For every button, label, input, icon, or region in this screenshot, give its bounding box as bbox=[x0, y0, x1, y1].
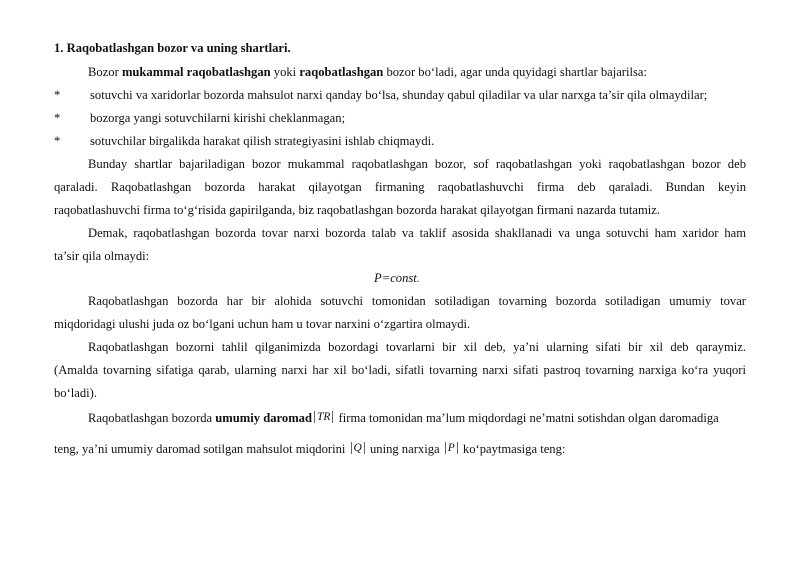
text-run: Raqobatlashgan bozorda bbox=[88, 411, 216, 425]
bullet-text: sotuvchilar birgalikda harakat qilish strategiyasini ishlab chiqmaydi. bbox=[90, 134, 435, 148]
formula-expression: P=const bbox=[374, 271, 417, 285]
bullet-text: sotuvchi va xaridorlar bozorda mahsulot narxi qanday bo‘lsa, shunday qabul qiladilar va ular narxga ta’sir qila olmaydilar; bbox=[90, 88, 708, 102]
bullet-marker: * bbox=[54, 111, 61, 125]
bold-term: umumiy daromad bbox=[215, 411, 312, 425]
formula-punctuation: . bbox=[416, 274, 420, 285]
math-symbol: TR bbox=[312, 409, 335, 425]
text-run: uning narxiga bbox=[366, 442, 443, 456]
formula bbox=[374, 270, 419, 288]
bold-term: mukammal raqobatlashgan bbox=[121, 65, 271, 79]
math-symbol: Q bbox=[349, 440, 367, 456]
text-run: bozor bo‘ladi, agar unda quyidagi shartlar bajarilsa: bbox=[383, 65, 647, 79]
bullet-text: bozorga yangi sotuvchilarni kirishi cheklanmagan; bbox=[90, 111, 346, 125]
paragraph-line: Raqobatlashgan bozorda har bir alohida sotuvchi tomonidan sotiladigan tovarning bozorda sotiladigan umumiy tovar bbox=[88, 294, 746, 308]
bullet-marker: * bbox=[54, 88, 61, 102]
paragraph-line bbox=[88, 410, 719, 427]
paragraph-intro bbox=[88, 64, 647, 80]
section-heading: 1. Raqobatlashgan bozor va uning shartlari. bbox=[54, 41, 291, 55]
paragraph-line: ta’sir qila olmaydi: bbox=[54, 249, 150, 263]
text-run: teng, ya’ni umumiy daromad sotilgan mahsulot miqdorini bbox=[54, 442, 349, 456]
paragraph-line: raqobatlashuvchi firma to‘g‘risida gapirilganda, biz raqobatlashgan bozorda harakat qilayotgan firmani nazarda tutamiz. bbox=[54, 203, 661, 217]
paragraph-line: Demak, raqobatlashgan bozorda tovar narxi bozorda talab va taklif asosida shakllanadi va unga sotuvchi ham xaridor ham bbox=[88, 226, 746, 240]
text-run: yoki bbox=[270, 65, 300, 79]
bullet-marker: * bbox=[54, 134, 61, 148]
paragraph-line: miqdoridagi ulushi juda oz bo‘lgani uchun ham u tovar narxini o‘zgartira olmaydi. bbox=[54, 317, 471, 331]
bold-term: raqobatlashgan bbox=[299, 65, 384, 79]
paragraph-line bbox=[54, 441, 565, 458]
text-run: ko‘paytmasiga teng: bbox=[459, 442, 566, 456]
math-symbol: P bbox=[443, 440, 460, 456]
paragraph-line: Bunday shartlar bajariladigan bozor mukammal raqobatlashgan bozor, sof raqobatlashgan yoki raqobatlashgan bozor deb bbox=[88, 157, 746, 171]
paragraph-line: bo‘ladi). bbox=[54, 386, 98, 400]
paragraph-line: qaraladi. Raqobatlashgan bozorda harakat qilayotgan firmaning raqobatlashuvchi firma deb qaraladi. Bundan keyin bbox=[54, 180, 746, 194]
paragraph-line: (Amalda tovarning sifatiga qarab, ularning narxi har xil bo‘ladi, sifatli tovarning narxi sifati pastroq tovarning narxiga ko‘ra yuqori bbox=[54, 363, 746, 377]
text-run: Bozor bbox=[88, 65, 122, 79]
paragraph-line: Raqobatlashgan bozorni tahlil qilganimizda bozordagi tovarlarni bir xil deb, ya’ni ularning sifati bir xil deb qaraymiz. bbox=[88, 340, 746, 354]
text-run: firma tomonidan ma’lum miqdordagi ne’matni sotishdan olgan daromadiga bbox=[335, 411, 719, 425]
